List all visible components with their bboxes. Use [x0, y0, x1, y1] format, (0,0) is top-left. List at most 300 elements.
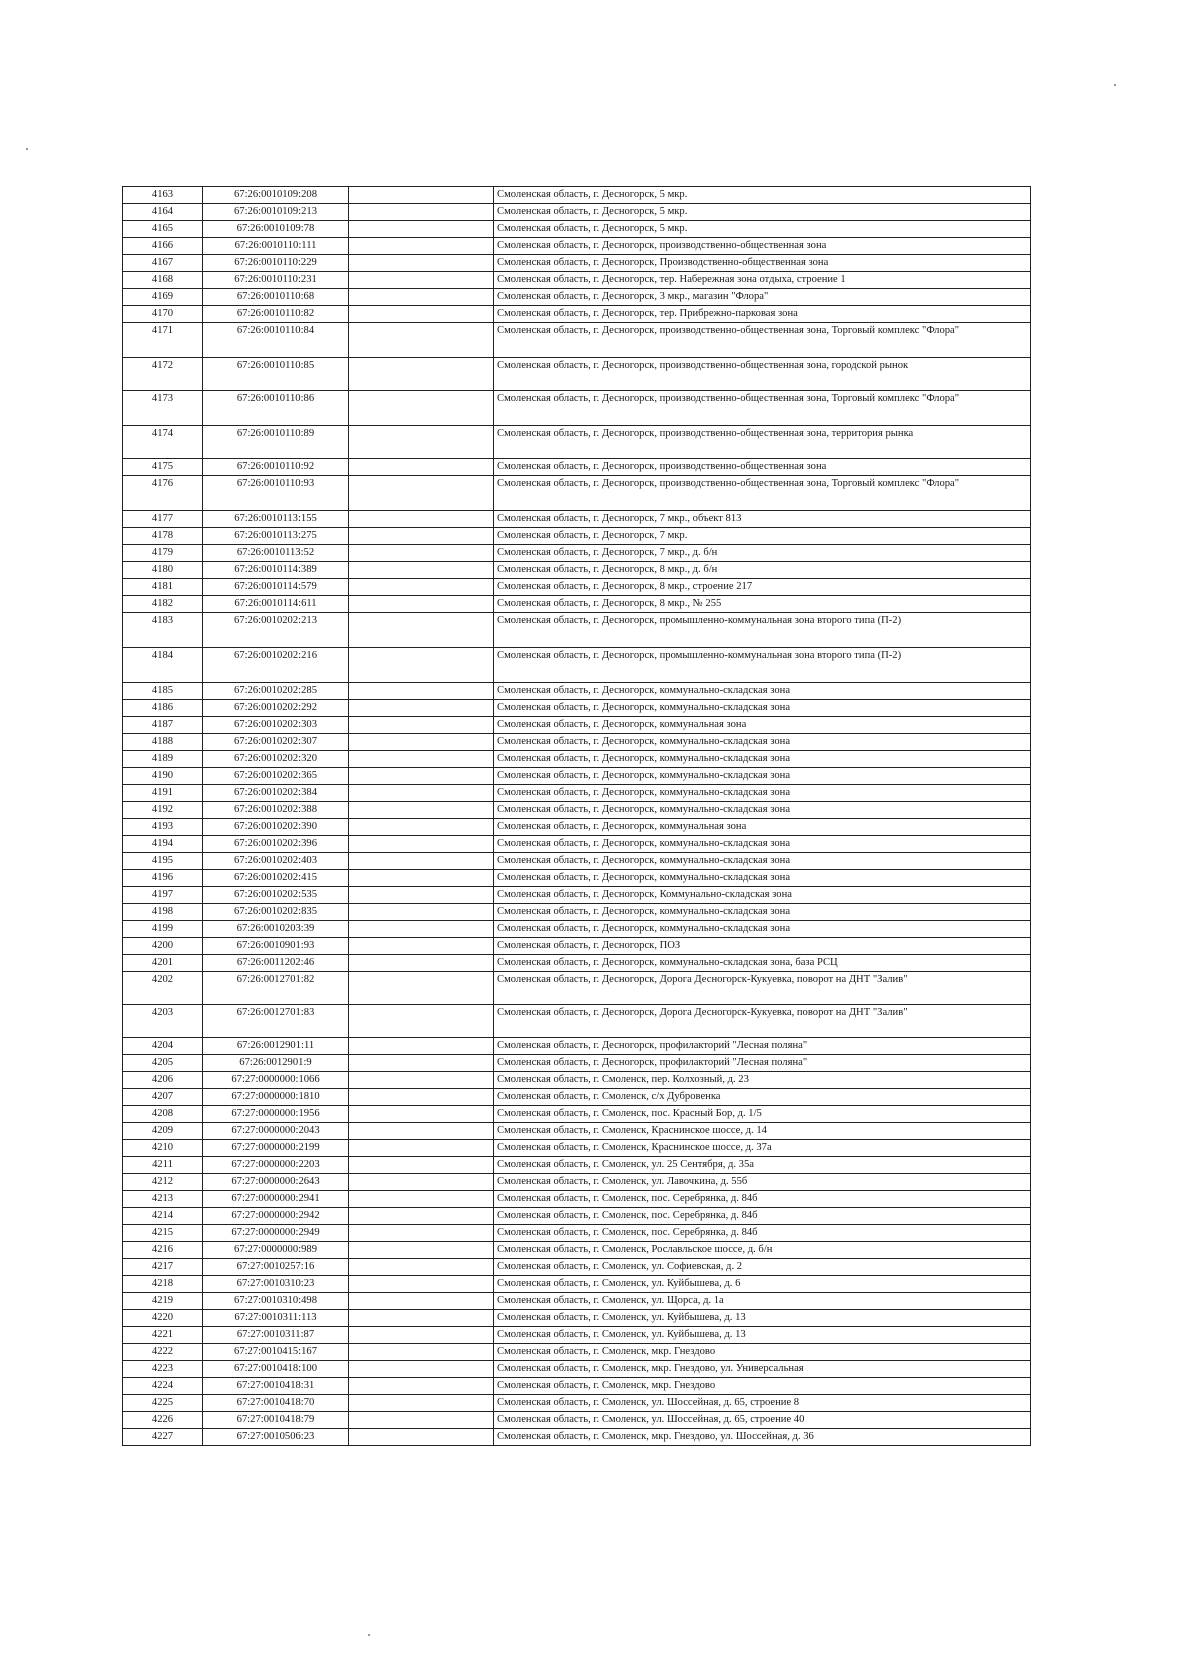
empty-cell	[349, 972, 494, 1005]
empty-cell	[349, 802, 494, 819]
cadastral-number-cell: 67:26:0010901:93	[203, 938, 349, 955]
address-cell: Смоленская область, г. Десногорск, производственно-общественная зона, Торговый комплекс "Флора"	[494, 391, 1031, 426]
table-row	[123, 272, 1031, 289]
address-cell: Смоленская область, г. Десногорск, коммунально-складская зона	[494, 853, 1031, 870]
cadastral-number-cell: 67:26:0010110:111	[203, 238, 349, 255]
empty-cell	[349, 187, 494, 204]
row-number-cell: 4191	[123, 785, 203, 802]
table-row	[123, 1310, 1031, 1327]
table-row	[123, 768, 1031, 785]
row-number-cell: 4209	[123, 1123, 203, 1140]
address-cell: Смоленская область, г. Смоленск, ул. Куйбышева, д. 13	[494, 1310, 1031, 1327]
address-cell: Смоленская область, г. Смоленск, ул. Куйбышева, д. 13	[494, 1327, 1031, 1344]
empty-cell	[349, 1225, 494, 1242]
address-cell: Смоленская область, г. Десногорск, производственно-общественная зона, территория рынка	[494, 426, 1031, 459]
address-cell: Смоленская область, г. Смоленск, пер. Колхозный, д. 23	[494, 1072, 1031, 1089]
cadastral-number-cell: 67:26:0010202:403	[203, 853, 349, 870]
cadastral-number-cell: 67:26:0010202:396	[203, 836, 349, 853]
row-number-cell: 4187	[123, 717, 203, 734]
cadastral-number-cell: 67:26:0010203:39	[203, 921, 349, 938]
empty-cell	[349, 768, 494, 785]
address-cell: Смоленская область, г. Десногорск, Коммунально-складская зона	[494, 887, 1031, 904]
table-row	[123, 579, 1031, 596]
cadastral-number-cell: 67:27:0000000:2941	[203, 1191, 349, 1208]
cadastral-number-cell: 67:26:0010110:93	[203, 476, 349, 511]
table-row	[123, 1276, 1031, 1293]
empty-cell	[349, 545, 494, 562]
address-cell: Смоленская область, г. Смоленск, мкр. Гнездово	[494, 1378, 1031, 1395]
row-number-cell: 4225	[123, 1395, 203, 1412]
cadastral-number-cell: 67:27:0000000:2942	[203, 1208, 349, 1225]
empty-cell	[349, 717, 494, 734]
table-row	[123, 955, 1031, 972]
address-cell: Смоленская область, г. Смоленск, мкр. Гнездово, ул. Универсальная	[494, 1361, 1031, 1378]
empty-cell	[349, 887, 494, 904]
cadastral-number-cell: 67:27:0010310:498	[203, 1293, 349, 1310]
address-cell: Смоленская область, г. Десногорск, промышленно-коммунальная зона второго типа (П-2)	[494, 648, 1031, 683]
table-row	[123, 734, 1031, 751]
address-cell: Смоленская область, г. Десногорск, 7 мкр., объект 813	[494, 511, 1031, 528]
cadastral-number-cell: 67:26:0010110:85	[203, 358, 349, 391]
row-number-cell: 4171	[123, 323, 203, 358]
cadastral-number-cell: 67:27:0010311:87	[203, 1327, 349, 1344]
empty-cell	[349, 751, 494, 768]
row-number-cell: 4206	[123, 1072, 203, 1089]
table-row	[123, 1429, 1031, 1446]
empty-cell	[349, 1089, 494, 1106]
cadastral-number-cell: 67:26:0010109:213	[203, 204, 349, 221]
table-row	[123, 204, 1031, 221]
registry-table-body	[123, 187, 1031, 1446]
empty-cell	[349, 1123, 494, 1140]
row-number-cell: 4215	[123, 1225, 203, 1242]
address-cell: Смоленская область, г. Десногорск, 3 мкр., магазин "Флора"	[494, 289, 1031, 306]
table-row	[123, 1157, 1031, 1174]
address-cell: Смоленская область, г. Десногорск, коммунально-складская зона	[494, 700, 1031, 717]
address-cell: Смоленская область, г. Смоленск, пос. Серебрянка, д. 84б	[494, 1225, 1031, 1242]
cadastral-number-cell: 67:27:0000000:2199	[203, 1140, 349, 1157]
cadastral-number-cell: 67:26:0010202:388	[203, 802, 349, 819]
table-row	[123, 938, 1031, 955]
address-cell: Смоленская область, г. Десногорск, коммунально-складская зона, база РСЦ	[494, 955, 1031, 972]
row-number-cell: 4214	[123, 1208, 203, 1225]
row-number-cell: 4221	[123, 1327, 203, 1344]
cadastral-number-cell: 67:27:0000000:1956	[203, 1106, 349, 1123]
address-cell: Смоленская область, г. Смоленск, Краснинское шоссе, д. 37а	[494, 1140, 1031, 1157]
address-cell: Смоленская область, г. Десногорск, коммунально-складская зона	[494, 802, 1031, 819]
row-number-cell: 4200	[123, 938, 203, 955]
address-cell: Смоленская область, г. Десногорск, 7 мкр.	[494, 528, 1031, 545]
table-row	[123, 972, 1031, 1005]
table-row	[123, 700, 1031, 717]
row-number-cell: 4184	[123, 648, 203, 683]
property-registry-table	[122, 186, 1031, 1446]
address-cell: Смоленская область, г. Десногорск, коммунально-складская зона	[494, 836, 1031, 853]
row-number-cell: 4226	[123, 1412, 203, 1429]
table-row	[123, 562, 1031, 579]
empty-cell	[349, 221, 494, 238]
address-cell: Смоленская область, г. Десногорск, коммунально-складская зона	[494, 785, 1031, 802]
table-row	[123, 751, 1031, 768]
scan-speck	[368, 1634, 370, 1636]
address-cell: Смоленская область, г. Десногорск, 8 мкр., № 255	[494, 596, 1031, 613]
row-number-cell: 4227	[123, 1429, 203, 1446]
row-number-cell: 4170	[123, 306, 203, 323]
cadastral-number-cell: 67:26:0010110:229	[203, 255, 349, 272]
address-cell: Смоленская область, г. Десногорск, 5 мкр.	[494, 187, 1031, 204]
table-row	[123, 358, 1031, 391]
row-number-cell: 4197	[123, 887, 203, 904]
row-number-cell: 4217	[123, 1259, 203, 1276]
empty-cell	[349, 1242, 494, 1259]
cadastral-number-cell: 67:27:0010310:23	[203, 1276, 349, 1293]
cadastral-number-cell: 67:26:0010202:285	[203, 683, 349, 700]
address-cell: Смоленская область, г. Десногорск, коммунальная зона	[494, 819, 1031, 836]
table-row	[123, 1123, 1031, 1140]
address-cell: Смоленская область, г. Смоленск, ул. Шоссейная, д. 65, строение 40	[494, 1412, 1031, 1429]
table-row	[123, 1072, 1031, 1089]
empty-cell	[349, 870, 494, 887]
row-number-cell: 4175	[123, 459, 203, 476]
row-number-cell: 4167	[123, 255, 203, 272]
cadastral-number-cell: 67:26:0010202:307	[203, 734, 349, 751]
table-row	[123, 802, 1031, 819]
empty-cell	[349, 1378, 494, 1395]
empty-cell	[349, 459, 494, 476]
row-number-cell: 4211	[123, 1157, 203, 1174]
empty-cell	[349, 596, 494, 613]
row-number-cell: 4220	[123, 1310, 203, 1327]
address-cell: Смоленская область, г. Десногорск, коммунальная зона	[494, 717, 1031, 734]
row-number-cell: 4224	[123, 1378, 203, 1395]
row-number-cell: 4177	[123, 511, 203, 528]
address-cell: Смоленская область, г. Десногорск, коммунально-складская зона	[494, 921, 1031, 938]
row-number-cell: 4164	[123, 204, 203, 221]
address-cell: Смоленская область, г. Десногорск, производственно-общественная зона, Торговый комплекс "Флора"	[494, 476, 1031, 511]
cadastral-number-cell: 67:27:0010257:16	[203, 1259, 349, 1276]
row-number-cell: 4210	[123, 1140, 203, 1157]
table-row	[123, 836, 1031, 853]
address-cell: Смоленская область, г. Десногорск, 5 мкр.	[494, 221, 1031, 238]
row-number-cell: 4199	[123, 921, 203, 938]
empty-cell	[349, 785, 494, 802]
empty-cell	[349, 1208, 494, 1225]
cadastral-number-cell: 67:26:0012701:83	[203, 1005, 349, 1038]
empty-cell	[349, 853, 494, 870]
cadastral-number-cell: 67:26:0010114:579	[203, 579, 349, 596]
cadastral-number-cell: 67:26:0010202:535	[203, 887, 349, 904]
address-cell: Смоленская область, г. Десногорск, Дорога Десногорск-Кукуевка, поворот на ДНТ "Залив"	[494, 972, 1031, 1005]
table-row	[123, 187, 1031, 204]
row-number-cell: 4174	[123, 426, 203, 459]
address-cell: Смоленская область, г. Десногорск, коммунально-складская зона	[494, 751, 1031, 768]
empty-cell	[349, 289, 494, 306]
empty-cell	[349, 1327, 494, 1344]
address-cell: Смоленская область, г. Десногорск, производственно-общественная зона, Торговый комплекс "Флора"	[494, 323, 1031, 358]
table-row	[123, 323, 1031, 358]
row-number-cell: 4193	[123, 819, 203, 836]
table-row	[123, 596, 1031, 613]
address-cell: Смоленская область, г. Десногорск, производственно-общественная зона	[494, 459, 1031, 476]
cadastral-number-cell: 67:27:0010506:23	[203, 1429, 349, 1446]
cadastral-number-cell: 67:26:0010202:384	[203, 785, 349, 802]
address-cell: Смоленская область, г. Смоленск, Краснинское шоссе, д. 14	[494, 1123, 1031, 1140]
scan-speck	[1114, 84, 1116, 86]
address-cell: Смоленская область, г. Десногорск, тер. Набережная зона отдыха, строение 1	[494, 272, 1031, 289]
empty-cell	[349, 1038, 494, 1055]
empty-cell	[349, 1055, 494, 1072]
row-number-cell: 4223	[123, 1361, 203, 1378]
cadastral-number-cell: 67:26:0012901:11	[203, 1038, 349, 1055]
cadastral-number-cell: 67:26:0010202:365	[203, 768, 349, 785]
address-cell: Смоленская область, г. Десногорск, коммунально-складская зона	[494, 734, 1031, 751]
address-cell: Смоленская область, г. Десногорск, коммунально-складская зона	[494, 683, 1031, 700]
row-number-cell: 4219	[123, 1293, 203, 1310]
table-row	[123, 785, 1031, 802]
table-row	[123, 221, 1031, 238]
row-number-cell: 4198	[123, 904, 203, 921]
table-row	[123, 1361, 1031, 1378]
cadastral-number-cell: 67:26:0010110:86	[203, 391, 349, 426]
cadastral-number-cell: 67:26:0010202:216	[203, 648, 349, 683]
row-number-cell: 4178	[123, 528, 203, 545]
empty-cell	[349, 306, 494, 323]
row-number-cell: 4194	[123, 836, 203, 853]
empty-cell	[349, 700, 494, 717]
table-row	[123, 1225, 1031, 1242]
empty-cell	[349, 1361, 494, 1378]
address-cell: Смоленская область, г. Смоленск, пос. Красный Бор, д. 1/5	[494, 1106, 1031, 1123]
empty-cell	[349, 1140, 494, 1157]
row-number-cell: 4195	[123, 853, 203, 870]
table-row	[123, 1412, 1031, 1429]
address-cell: Смоленская область, г. Смоленск, пос. Серебрянка, д. 84б	[494, 1191, 1031, 1208]
cadastral-number-cell: 67:26:0010114:389	[203, 562, 349, 579]
row-number-cell: 4186	[123, 700, 203, 717]
row-number-cell: 4181	[123, 579, 203, 596]
row-number-cell: 4222	[123, 1344, 203, 1361]
cadastral-number-cell: 67:26:0010202:835	[203, 904, 349, 921]
address-cell: Смоленская область, г. Десногорск, 5 мкр.	[494, 204, 1031, 221]
empty-cell	[349, 904, 494, 921]
cadastral-number-cell: 67:26:0010109:78	[203, 221, 349, 238]
row-number-cell: 4213	[123, 1191, 203, 1208]
row-number-cell: 4169	[123, 289, 203, 306]
cadastral-number-cell: 67:26:0011202:46	[203, 955, 349, 972]
cadastral-number-cell: 67:26:0010113:275	[203, 528, 349, 545]
cadastral-number-cell: 67:27:0010415:167	[203, 1344, 349, 1361]
empty-cell	[349, 1157, 494, 1174]
address-cell: Смоленская область, г. Десногорск, производственно-общественная зона	[494, 238, 1031, 255]
empty-cell	[349, 683, 494, 700]
address-cell: Смоленская область, г. Десногорск, 8 мкр., д. б/н	[494, 562, 1031, 579]
table-row	[123, 648, 1031, 683]
row-number-cell: 4173	[123, 391, 203, 426]
row-number-cell: 4163	[123, 187, 203, 204]
cadastral-number-cell: 67:26:0010110:84	[203, 323, 349, 358]
cadastral-number-cell: 67:26:0010202:213	[203, 613, 349, 648]
row-number-cell: 4179	[123, 545, 203, 562]
table-row	[123, 1293, 1031, 1310]
cadastral-number-cell: 67:26:0010110:82	[203, 306, 349, 323]
table-row	[123, 921, 1031, 938]
table-row	[123, 255, 1031, 272]
empty-cell	[349, 1429, 494, 1446]
empty-cell	[349, 562, 494, 579]
table-row	[123, 613, 1031, 648]
row-number-cell: 4196	[123, 870, 203, 887]
cadastral-number-cell: 67:27:0000000:989	[203, 1242, 349, 1259]
cadastral-number-cell: 67:26:0010202:303	[203, 717, 349, 734]
empty-cell	[349, 1293, 494, 1310]
table-row	[123, 391, 1031, 426]
address-cell: Смоленская область, г. Смоленск, ул. Куйбышева, д. 6	[494, 1276, 1031, 1293]
empty-cell	[349, 579, 494, 596]
row-number-cell: 4188	[123, 734, 203, 751]
empty-cell	[349, 1344, 494, 1361]
row-number-cell: 4176	[123, 476, 203, 511]
table-row	[123, 238, 1031, 255]
cadastral-number-cell: 67:26:0010109:208	[203, 187, 349, 204]
table-row	[123, 426, 1031, 459]
scan-speck	[26, 148, 28, 150]
empty-cell	[349, 476, 494, 511]
cadastral-number-cell: 67:26:0010110:68	[203, 289, 349, 306]
table-row	[123, 545, 1031, 562]
empty-cell	[349, 1072, 494, 1089]
table-row	[123, 819, 1031, 836]
table-row	[123, 870, 1031, 887]
table-row	[123, 1055, 1031, 1072]
empty-cell	[349, 1276, 494, 1293]
empty-cell	[349, 734, 494, 751]
row-number-cell: 4218	[123, 1276, 203, 1293]
row-number-cell: 4185	[123, 683, 203, 700]
cadastral-number-cell: 67:27:0000000:2203	[203, 1157, 349, 1174]
cadastral-number-cell: 67:26:0010113:52	[203, 545, 349, 562]
empty-cell	[349, 921, 494, 938]
table-row	[123, 476, 1031, 511]
empty-cell	[349, 238, 494, 255]
table-row	[123, 1140, 1031, 1157]
table-row	[123, 1327, 1031, 1344]
address-cell: Смоленская область, г. Десногорск, промышленно-коммунальная зона второго типа (П-2)	[494, 613, 1031, 648]
cadastral-number-cell: 67:27:0000000:2643	[203, 1174, 349, 1191]
empty-cell	[349, 836, 494, 853]
row-number-cell: 4204	[123, 1038, 203, 1055]
empty-cell	[349, 1310, 494, 1327]
address-cell: Смоленская область, г. Десногорск, Дорога Десногорск-Кукуевка, поворот на ДНТ "Залив"	[494, 1005, 1031, 1038]
cadastral-number-cell: 67:26:0010114:611	[203, 596, 349, 613]
cadastral-number-cell: 67:26:0010202:320	[203, 751, 349, 768]
cadastral-number-cell: 67:27:0000000:1810	[203, 1089, 349, 1106]
address-cell: Смоленская область, г. Смоленск, ул. Лавочкина, д. 55б	[494, 1174, 1031, 1191]
address-cell: Смоленская область, г. Десногорск, производственно-общественная зона, городской рынок	[494, 358, 1031, 391]
table-row	[123, 459, 1031, 476]
address-cell: Смоленская область, г. Десногорск, Производственно-общественная зона	[494, 255, 1031, 272]
empty-cell	[349, 1005, 494, 1038]
row-number-cell: 4207	[123, 1089, 203, 1106]
cadastral-number-cell: 67:27:0010418:79	[203, 1412, 349, 1429]
cadastral-number-cell: 67:26:0010110:89	[203, 426, 349, 459]
empty-cell	[349, 323, 494, 358]
empty-cell	[349, 511, 494, 528]
table-row	[123, 1208, 1031, 1225]
cadastral-number-cell: 67:27:0010311:113	[203, 1310, 349, 1327]
row-number-cell: 4182	[123, 596, 203, 613]
empty-cell	[349, 528, 494, 545]
table-row	[123, 717, 1031, 734]
empty-cell	[349, 819, 494, 836]
table-row	[123, 887, 1031, 904]
address-cell: Смоленская область, г. Десногорск, 8 мкр., строение 217	[494, 579, 1031, 596]
table-row	[123, 289, 1031, 306]
address-cell: Смоленская область, г. Смоленск, Рославльское шоссе, д. б/н	[494, 1242, 1031, 1259]
address-cell: Смоленская область, г. Десногорск, профилакторий "Лесная поляна"	[494, 1055, 1031, 1072]
empty-cell	[349, 955, 494, 972]
address-cell: Смоленская область, г. Смоленск, ул. Шоссейная, д. 65, строение 8	[494, 1395, 1031, 1412]
table-row	[123, 1378, 1031, 1395]
row-number-cell: 4190	[123, 768, 203, 785]
row-number-cell: 4172	[123, 358, 203, 391]
row-number-cell: 4183	[123, 613, 203, 648]
table-row	[123, 1242, 1031, 1259]
empty-cell	[349, 1191, 494, 1208]
address-cell: Смоленская область, г. Десногорск, тер. Прибрежно-парковая зона	[494, 306, 1031, 323]
address-cell: Смоленская область, г. Десногорск, 7 мкр., д. б/н	[494, 545, 1031, 562]
row-number-cell: 4203	[123, 1005, 203, 1038]
row-number-cell: 4168	[123, 272, 203, 289]
empty-cell	[349, 1412, 494, 1429]
address-cell: Смоленская область, г. Десногорск, коммунально-складская зона	[494, 904, 1031, 921]
table-row	[123, 1259, 1031, 1276]
address-cell: Смоленская область, г. Десногорск, профилакторий "Лесная поляна"	[494, 1038, 1031, 1055]
cadastral-number-cell: 67:26:0010110:231	[203, 272, 349, 289]
empty-cell	[349, 391, 494, 426]
row-number-cell: 4216	[123, 1242, 203, 1259]
table-row	[123, 1089, 1031, 1106]
cadastral-number-cell: 67:27:0000000:2949	[203, 1225, 349, 1242]
empty-cell	[349, 613, 494, 648]
row-number-cell: 4205	[123, 1055, 203, 1072]
row-number-cell: 4212	[123, 1174, 203, 1191]
address-cell: Смоленская область, г. Десногорск, ПОЗ	[494, 938, 1031, 955]
row-number-cell: 4202	[123, 972, 203, 1005]
empty-cell	[349, 1395, 494, 1412]
row-number-cell: 4180	[123, 562, 203, 579]
table-row	[123, 853, 1031, 870]
table-row	[123, 1038, 1031, 1055]
row-number-cell: 4165	[123, 221, 203, 238]
cadastral-number-cell: 67:26:0012701:82	[203, 972, 349, 1005]
table-row	[123, 511, 1031, 528]
cadastral-number-cell: 67:26:0010202:390	[203, 819, 349, 836]
empty-cell	[349, 426, 494, 459]
row-number-cell: 4166	[123, 238, 203, 255]
cadastral-number-cell: 67:26:0010202:415	[203, 870, 349, 887]
empty-cell	[349, 1259, 494, 1276]
address-cell: Смоленская область, г. Смоленск, ул. Софиевская, д. 2	[494, 1259, 1031, 1276]
row-number-cell: 4208	[123, 1106, 203, 1123]
address-cell: Смоленская область, г. Десногорск, коммунально-складская зона	[494, 768, 1031, 785]
cadastral-number-cell: 67:26:0010110:92	[203, 459, 349, 476]
table-row	[123, 1005, 1031, 1038]
cadastral-number-cell: 67:26:0010202:292	[203, 700, 349, 717]
empty-cell	[349, 358, 494, 391]
row-number-cell: 4192	[123, 802, 203, 819]
cadastral-number-cell: 67:27:0000000:2043	[203, 1123, 349, 1140]
table-row	[123, 683, 1031, 700]
